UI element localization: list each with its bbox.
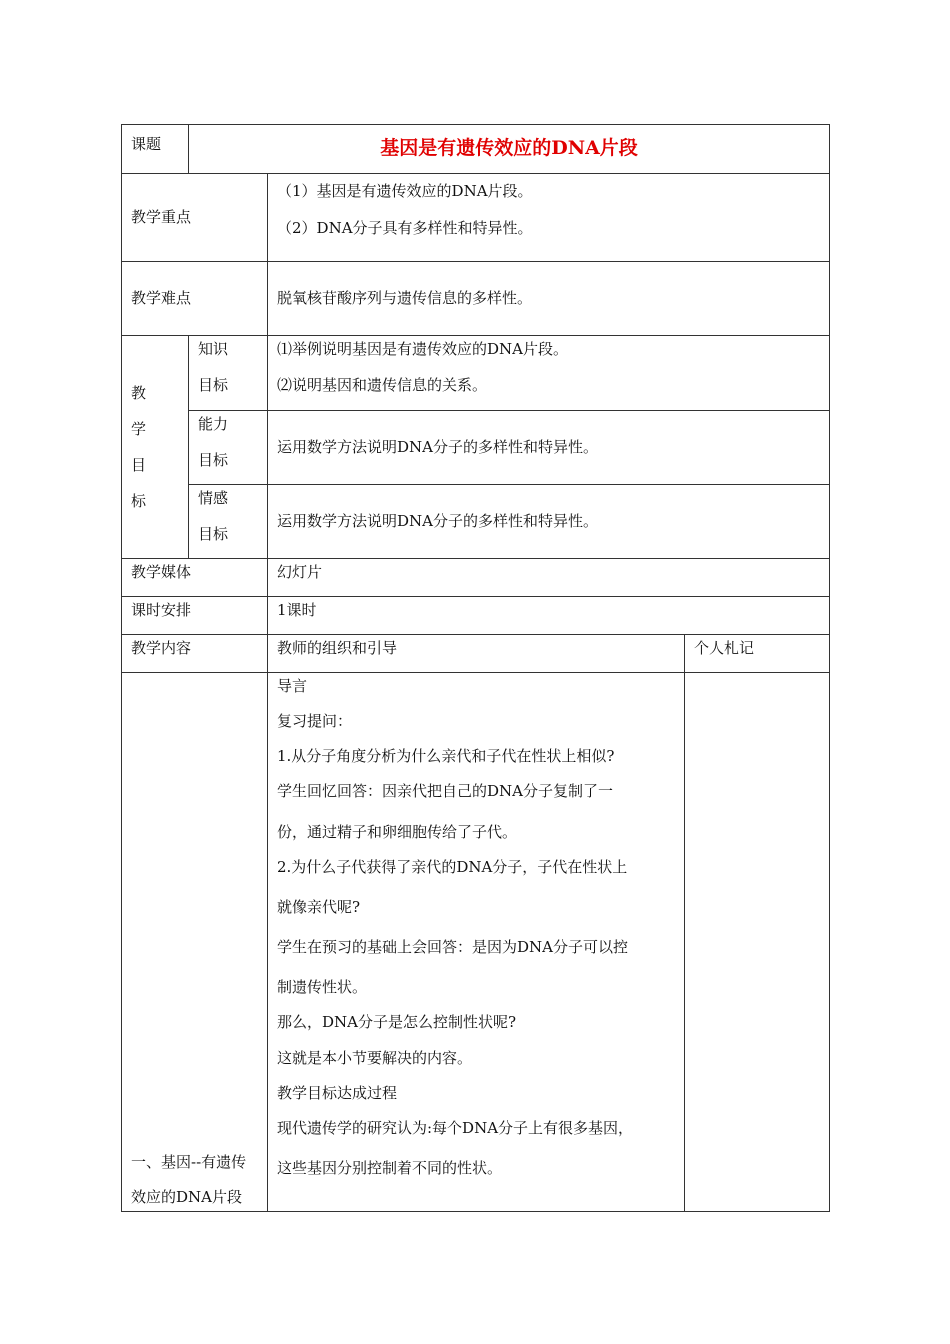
difficulty-text: 脱氧核苷酸序列与遗传信息的多样性。 [268,262,830,336]
body-line: 份，通过精子和卵细胞传给了子代。 [277,823,518,841]
difficulty-label: 教学难点 [122,262,268,336]
objectives-char: 学 [131,419,147,438]
notes-header: 个人札记 [685,635,830,673]
guide-header: 教师的组织和引导 [268,635,685,673]
media-label: 教学媒体 [122,559,268,597]
guide-body [268,673,685,1212]
body-line: 2.为什么子代获得了亲代的DNA分子，子代在性状上 [277,858,628,876]
body-line: 现代遗传学的研究认为:每个DNA分子上有很多基因， [277,1119,634,1137]
knowledge-item-2: ⑵说明基因和遗传信息的关系。 [277,376,488,394]
body-line: 导言 [277,677,308,695]
body-line: 那么，DNA分子是怎么控制性状呢? [277,1013,517,1031]
body-line: 这些基因分别控制着不同的性状。 [277,1159,503,1177]
key-points-cell [268,174,830,262]
emotion-text: 运用数学方法说明DNA分子的多样性和特异性。 [268,485,830,559]
emotion-label-line: 情感 [198,489,229,507]
knowledge-label-line: 目标 [198,376,229,394]
topic-label: 课题 [122,125,189,174]
section-label-line: 一、基因--有遗传 [131,1153,247,1171]
notes-body [685,673,830,1212]
schedule-text: 1课时 [268,597,830,635]
section-label [122,673,268,1212]
body-line: 1.从分子角度分析为什么亲代和子代在性状上相似? [277,747,615,765]
lesson-title: 基因是有遗传效应的DNA片段 [380,137,638,159]
body-line: 教学目标达成过程 [277,1084,398,1102]
emotion-label [189,485,268,559]
ability-label [189,411,268,485]
ability-label-line: 目标 [198,451,229,469]
content-header: 教学内容 [122,635,268,673]
body-line: 就像亲代呢? [277,898,361,916]
knowledge-cell [268,336,830,411]
body-line: 这就是本小节要解决的内容。 [277,1049,473,1067]
media-text: 幻灯片 [268,559,830,597]
knowledge-label [189,336,268,411]
key-point-2: （2）DNA分子具有多样性和特异性。 [277,219,533,237]
objectives-char: 教 [131,383,147,402]
lesson-plan-table [121,124,830,1212]
key-point-1: （1）基因是有遗传效应的DNA片段。 [277,182,533,200]
knowledge-label-line: 知识 [198,340,229,358]
ability-text: 运用数学方法说明DNA分子的多样性和特异性。 [268,411,830,485]
schedule-label: 课时安排 [122,597,268,635]
body-line: 制遗传性状。 [277,978,368,996]
ability-label-line: 能力 [198,415,229,433]
key-points-label: 教学重点 [122,174,268,262]
objectives-char: 目 [131,455,147,474]
body-line: 学生回忆回答：因亲代把自己的DNA分子复制了一 [277,782,613,800]
emotion-label-line: 目标 [198,525,229,543]
body-line: 复习提问： [277,712,353,730]
title-cell [189,125,830,174]
section-label-line: 效应的DNA片段 [131,1188,242,1206]
knowledge-item-1: ⑴举例说明基因是有遗传效应的DNA片段。 [277,340,568,358]
body-line: 学生在预习的基础上会回答：是因为DNA分子可以控 [277,938,628,956]
objectives-char: 标 [131,491,147,510]
objectives-label [122,336,189,559]
